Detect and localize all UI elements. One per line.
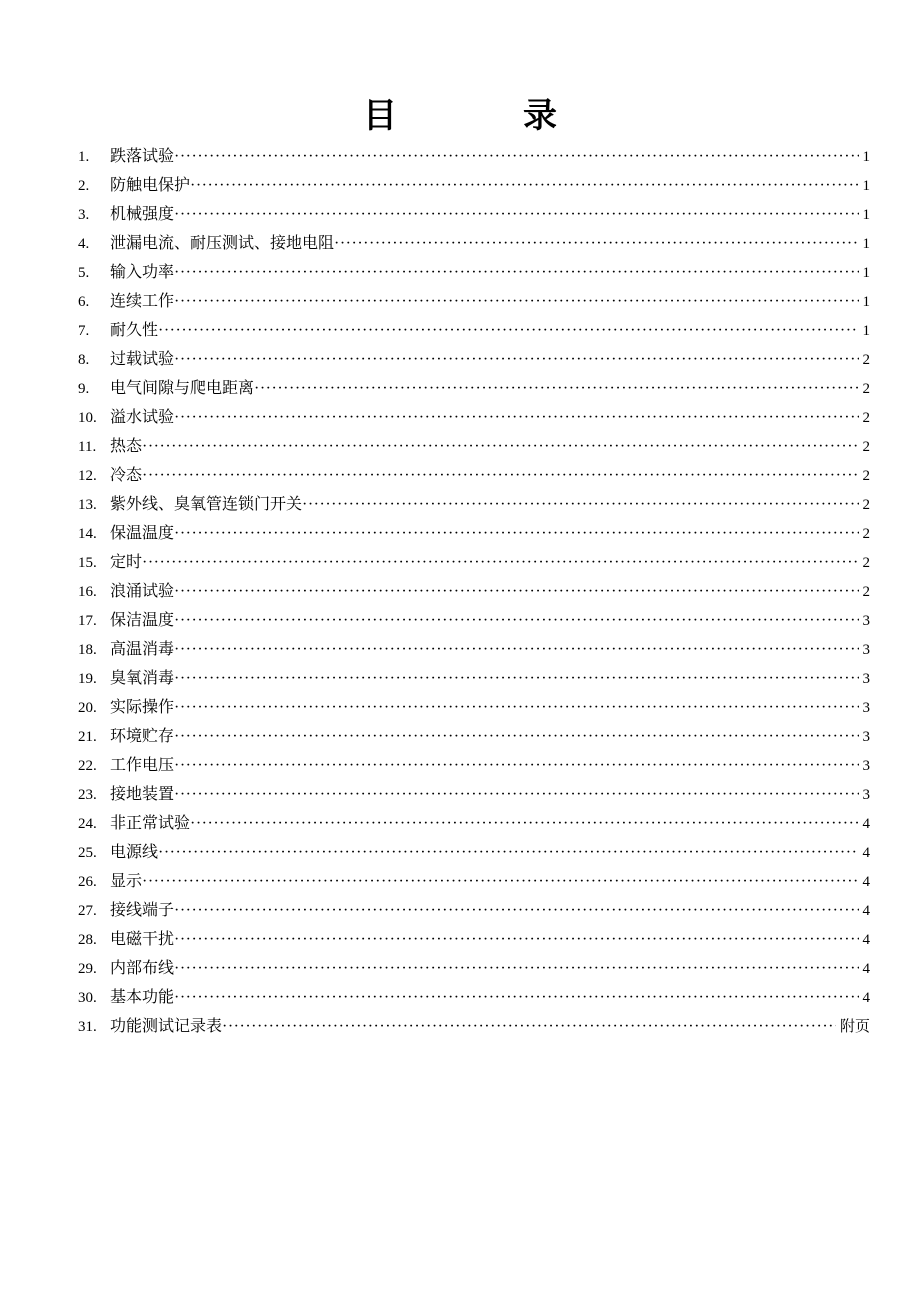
toc-entry-page-number: 1 (862, 236, 870, 252)
toc-entry[interactable] (78, 257, 870, 286)
toc-entry-number: 25. (78, 845, 97, 861)
toc-entry-number: 29. (78, 961, 97, 977)
toc-dot-leader (174, 287, 858, 316)
toc-entry-number: 19. (78, 671, 97, 687)
toc-entry-label: 冷态 (110, 465, 143, 484)
toc-dot-leader (334, 229, 858, 258)
toc-entry-page-number: 2 (862, 381, 870, 397)
toc-entry-page-number: 4 (862, 903, 870, 919)
toc-entry-page-number: 1 (862, 265, 870, 281)
toc-entry-number: 23. (78, 787, 97, 803)
toc-entry-number: 15. (78, 555, 97, 571)
toc-entry[interactable] (78, 837, 870, 866)
toc-entry-label: 显示 (110, 871, 143, 890)
toc-entry[interactable] (78, 460, 870, 489)
toc-dot-leader (174, 606, 858, 635)
toc-entry-label: 保温温度 (110, 523, 175, 542)
toc-entry-label: 浪涌试验 (110, 581, 175, 600)
toc-entry-number: 17. (78, 613, 97, 629)
toc-entry-number: 28. (78, 932, 97, 948)
toc-entry-number: 8. (78, 352, 90, 368)
toc-entry-page-number: 2 (862, 410, 870, 426)
toc-entry[interactable] (78, 576, 870, 605)
toc-entry-page-number: 2 (862, 497, 870, 513)
toc-dot-leader (190, 171, 858, 200)
toc-entry-number: 30. (78, 990, 97, 1006)
toc-entry-label: 接线端子 (110, 900, 175, 919)
toc-entry-number: 26. (78, 874, 97, 890)
toc-entry[interactable] (78, 663, 870, 692)
toc-dot-leader (190, 809, 858, 838)
toc-dot-leader (142, 461, 858, 490)
toc-entry-label: 电源线 (110, 842, 159, 861)
toc-entry-number: 3. (78, 207, 90, 223)
toc-entry-label: 高温消毒 (110, 639, 175, 658)
toc-dot-leader (174, 780, 858, 809)
toc-entry-number: 7. (78, 323, 90, 339)
toc-entry[interactable] (78, 692, 870, 721)
toc-dot-leader (174, 403, 858, 432)
toc-entry[interactable] (78, 228, 870, 257)
toc-dot-leader (174, 925, 858, 954)
toc-entry-label: 环境贮存 (110, 726, 175, 745)
toc-entry-number: 12. (78, 468, 97, 484)
toc-entry-page-number: 1 (862, 178, 870, 194)
toc-dot-leader (158, 838, 858, 867)
toc-entry-page-number: 3 (862, 729, 870, 745)
toc-entry-number: 4. (78, 236, 90, 252)
toc-entry-label: 非正常试验 (110, 813, 191, 832)
toc-entry[interactable] (78, 431, 870, 460)
toc-dot-leader (174, 983, 858, 1012)
toc-entry-label: 电气间隙与爬电距离 (110, 378, 255, 397)
toc-entry[interactable] (78, 199, 870, 228)
toc-entry-number: 18. (78, 642, 97, 658)
toc-entry-number: 9. (78, 381, 90, 397)
toc-entry[interactable] (78, 286, 870, 315)
toc-entry-label: 实际操作 (110, 697, 175, 716)
toc-entry-page-number: 2 (862, 584, 870, 600)
toc-entry-label: 接地装置 (110, 784, 175, 803)
toc-entry-page-number: 4 (862, 845, 870, 861)
page-title: 目 录 (363, 96, 603, 136)
toc-entry-page-number: 3 (862, 787, 870, 803)
toc-entry[interactable] (78, 605, 870, 634)
toc-entry-number: 31. (78, 1019, 97, 1035)
toc-dot-leader (174, 693, 858, 722)
toc-entry-page-number: 1 (862, 149, 870, 165)
toc-entry-number: 5. (78, 265, 90, 281)
toc-entry[interactable] (78, 808, 870, 837)
toc-entry[interactable] (78, 750, 870, 779)
toc-entry-page-number: 2 (862, 555, 870, 571)
toc-entry-number: 22. (78, 758, 97, 774)
toc-entry-label: 防触电保护 (110, 175, 191, 194)
toc-entry-number: 16. (78, 584, 97, 600)
toc-entry[interactable] (78, 895, 870, 924)
toc-entry-page-number: 1 (862, 323, 870, 339)
toc-entry-number: 2. (78, 178, 90, 194)
toc-entry[interactable] (78, 982, 870, 1011)
toc-entry-page-number: 1 (862, 207, 870, 223)
toc-entry-number: 20. (78, 700, 97, 716)
toc-entry-page-number: 4 (862, 961, 870, 977)
toc-entry-page-number: 2 (862, 468, 870, 484)
toc-entry-number: 24. (78, 816, 97, 832)
toc-entry-label: 电磁干扰 (110, 929, 175, 948)
toc-entry[interactable] (78, 866, 870, 895)
toc-entry-page-number: 2 (862, 439, 870, 455)
toc-entry-page-number: 3 (862, 642, 870, 658)
toc-entry-label: 连续工作 (110, 291, 175, 310)
toc-dot-leader (158, 316, 858, 345)
toc-dot-leader (222, 1012, 836, 1041)
toc-dot-leader (174, 664, 858, 693)
toc-entry[interactable] (78, 518, 870, 547)
toc-entry-label: 溢水试验 (110, 407, 175, 426)
toc-dot-leader (142, 867, 858, 896)
toc-dot-leader (174, 345, 858, 374)
toc-entry[interactable] (78, 315, 870, 344)
toc-dot-leader (254, 374, 858, 403)
toc-entry-label: 过载试验 (110, 349, 175, 368)
toc-entry[interactable] (78, 953, 870, 982)
table-of-contents (78, 141, 870, 1040)
toc-entry-number: 10. (78, 410, 97, 426)
toc-entry-page-number: 3 (862, 758, 870, 774)
toc-entry[interactable] (78, 634, 870, 663)
toc-entry[interactable] (78, 170, 870, 199)
toc-entry-number: 13. (78, 497, 97, 513)
toc-entry-number: 11. (78, 439, 97, 455)
toc-entry-page-number: 3 (862, 671, 870, 687)
toc-entry-label: 工作电压 (110, 755, 175, 774)
toc-entry-page-number: 4 (862, 874, 870, 890)
toc-dot-leader (174, 200, 858, 229)
toc-entry-page-number: 4 (862, 932, 870, 948)
toc-entry-number: 21. (78, 729, 97, 745)
toc-entry-page-number: 3 (862, 700, 870, 716)
toc-dot-leader (174, 635, 858, 664)
toc-entry-page-number: 1 (862, 294, 870, 310)
toc-entry-page-number: 2 (862, 526, 870, 542)
toc-entry[interactable] (78, 779, 870, 808)
toc-entry-page-number: 2 (862, 352, 870, 368)
toc-entry-number: 27. (78, 903, 97, 919)
toc-entry-label: 基本功能 (110, 987, 175, 1006)
toc-entry-label: 机械强度 (110, 204, 175, 223)
toc-dot-leader (142, 548, 858, 577)
toc-entry[interactable] (78, 489, 870, 518)
toc-entry-page-number: 4 (862, 816, 870, 832)
toc-dot-leader (174, 896, 858, 925)
toc-entry-label: 输入功率 (110, 262, 175, 281)
toc-entry[interactable] (78, 344, 870, 373)
toc-dot-leader (174, 577, 858, 606)
toc-entry-label: 耐久性 (110, 320, 159, 339)
toc-dot-leader (174, 751, 858, 780)
toc-entry[interactable] (78, 721, 870, 750)
toc-entry-label: 臭氧消毒 (110, 668, 175, 687)
toc-entry-page-number: 3 (862, 613, 870, 629)
toc-entry[interactable] (78, 1011, 870, 1040)
toc-entry-label: 紫外线、臭氧管连锁门开关 (110, 494, 303, 513)
toc-dot-leader (174, 519, 858, 548)
toc-entry[interactable] (78, 373, 870, 402)
toc-dot-leader (302, 490, 858, 519)
toc-dot-leader (142, 432, 858, 461)
toc-entry-number: 6. (78, 294, 90, 310)
toc-dot-leader (174, 954, 858, 983)
toc-dot-leader (174, 142, 858, 171)
toc-entry[interactable] (78, 402, 870, 431)
toc-entry-label: 热态 (110, 436, 143, 455)
toc-entry-number: 14. (78, 526, 97, 542)
toc-entry-number: 1. (78, 149, 90, 165)
toc-entry-page-number: 附页 (839, 1019, 870, 1035)
toc-entry-label: 功能测试记录表 (110, 1016, 223, 1035)
toc-entry[interactable] (78, 924, 870, 953)
toc-entry[interactable] (78, 141, 870, 170)
toc-entry-label: 保洁温度 (110, 610, 175, 629)
toc-dot-leader (174, 722, 858, 751)
toc-entry-label: 定时 (110, 552, 143, 571)
toc-entry-label: 内部布线 (110, 958, 175, 977)
toc-dot-leader (174, 258, 858, 287)
toc-entry[interactable] (78, 547, 870, 576)
toc-entry-label: 跌落试验 (110, 146, 175, 165)
toc-entry-page-number: 4 (862, 990, 870, 1006)
toc-entry-label: 泄漏电流、耐压测试、接地电阻 (110, 233, 335, 252)
